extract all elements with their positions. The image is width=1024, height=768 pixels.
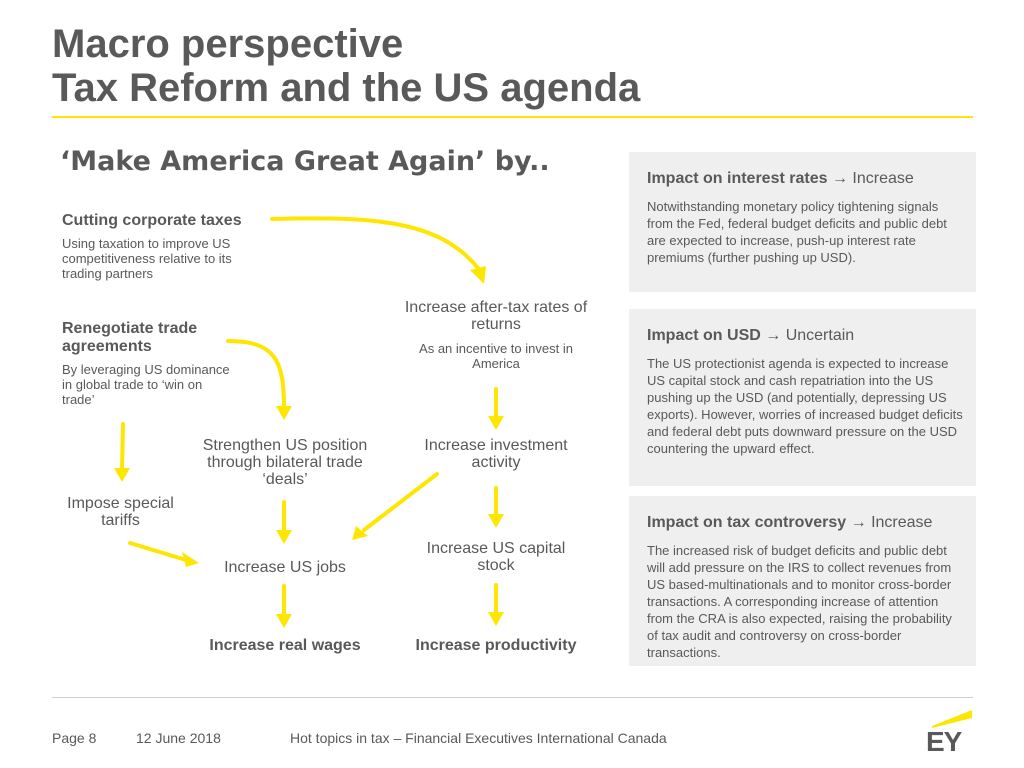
panel-interest-rates-outcome: Increase	[852, 170, 914, 187]
after-tax-desc: As an incentive to invest in America	[419, 341, 573, 371]
after-tax-label: Increase after-tax rates of returns	[404, 299, 588, 333]
renegotiate-desc: By leveraging US dominance in global trade to ‘win on trade’	[62, 362, 230, 407]
arrowhead-tariffs	[114, 468, 130, 482]
footer-event: Hot topics in tax – Financial Executives International Canada	[290, 730, 667, 746]
arrow-cutting-to-aftertax	[272, 218, 478, 268]
title-line-2: Tax Reform and the US agenda	[52, 66, 641, 110]
arrowhead-jobs	[276, 530, 292, 544]
footer-divider	[52, 697, 973, 698]
arrowheads	[114, 266, 504, 628]
node-investment: Increase investment activity	[424, 437, 568, 471]
arrowhead-productivity	[488, 612, 504, 626]
node-productivity: Increase productivity	[415, 637, 577, 654]
cutting-taxes-desc: Using taxation to improve US competitiveness relative to its trading partners	[62, 236, 232, 281]
panel-usd-outcome: Uncertain	[785, 327, 855, 344]
arrow-renegotiate-to-strengthen	[228, 341, 284, 408]
node-strengthen: Strengthen US position through bilateral trade ‘deals’	[202, 437, 368, 488]
ey-logo-text: EY	[926, 726, 962, 757]
node-tariffs: Impose special tariffs	[67, 495, 174, 529]
arrowhead-tariffs-jobs	[182, 552, 199, 567]
panel-tax-controversy-body: The increased risk of budget deficits and public debt will add pressure on the IRS to collect revenues from US based-multinationals and to monitor cross-border transactions. A corresponding increase of attention from the CRA is also expected, raising the probability of tax audit and controversy on cross-border transactions.	[647, 543, 952, 660]
renegotiate-heading: Renegotiate trade agreements	[62, 320, 198, 355]
panel-usd-body: The US protectionist agenda is expected to increase US capital stock and cash repatriation into the US pushing up the USD (and potentially, depressing US exports). However, worries of increased budget deficits and federal debt puts downward pressure on the USD countering the upward effect.	[647, 356, 963, 456]
arrow-right-icon: →	[850, 514, 872, 531]
node-real-wages: Increase real wages	[209, 637, 361, 654]
panel-interest-rates-title: Impact on interest rates	[647, 170, 828, 187]
panel-usd	[629, 309, 976, 486]
panel-usd-head	[647, 327, 854, 345]
panel-tax-controversy-head	[647, 514, 932, 532]
panel-interest-rates-body: Notwithstanding monetary policy tightening signals from the Fed, federal budget deficits and public debt are expected to increase, push-up interest rate premiums (further pushing up USD).	[647, 199, 947, 265]
arrow-renegotiate-to-tariffs	[122, 424, 123, 470]
node-jobs: Increase US jobs	[224, 559, 346, 576]
ey-logo	[926, 706, 974, 756]
arrow-tariffs-to-jobs	[130, 543, 186, 560]
arrow-right-icon: →	[765, 327, 786, 344]
panel-tax-controversy	[629, 496, 976, 666]
arrowhead-wages	[276, 614, 292, 628]
arrowhead-aftertax	[470, 266, 486, 284]
panel-interest-rates-head	[647, 170, 914, 188]
arrow-investment-to-jobs	[364, 474, 437, 530]
title-line-1: Macro perspective	[52, 22, 404, 66]
arrowhead-investment	[488, 416, 504, 430]
arrowhead-strengthen	[276, 406, 292, 420]
arrowhead-capital	[488, 514, 504, 528]
panel-tax-controversy-outcome: Increase	[871, 514, 933, 531]
panel-tax-controversy-title: Impact on tax controversy	[647, 514, 847, 531]
node-capital-stock: Increase US capital stock	[426, 540, 566, 574]
panel-interest-rates	[629, 152, 976, 292]
panel-usd-title: Impact on USD	[647, 327, 761, 344]
footer-date: 12 June 2018	[136, 730, 221, 746]
cutting-taxes-heading: Cutting corporate taxes	[62, 212, 242, 229]
diagram-subtitle: ‘Make America Great Again’ by..	[60, 146, 550, 177]
footer-page: Page 8	[52, 730, 97, 746]
arrow-right-icon: →	[831, 170, 853, 187]
